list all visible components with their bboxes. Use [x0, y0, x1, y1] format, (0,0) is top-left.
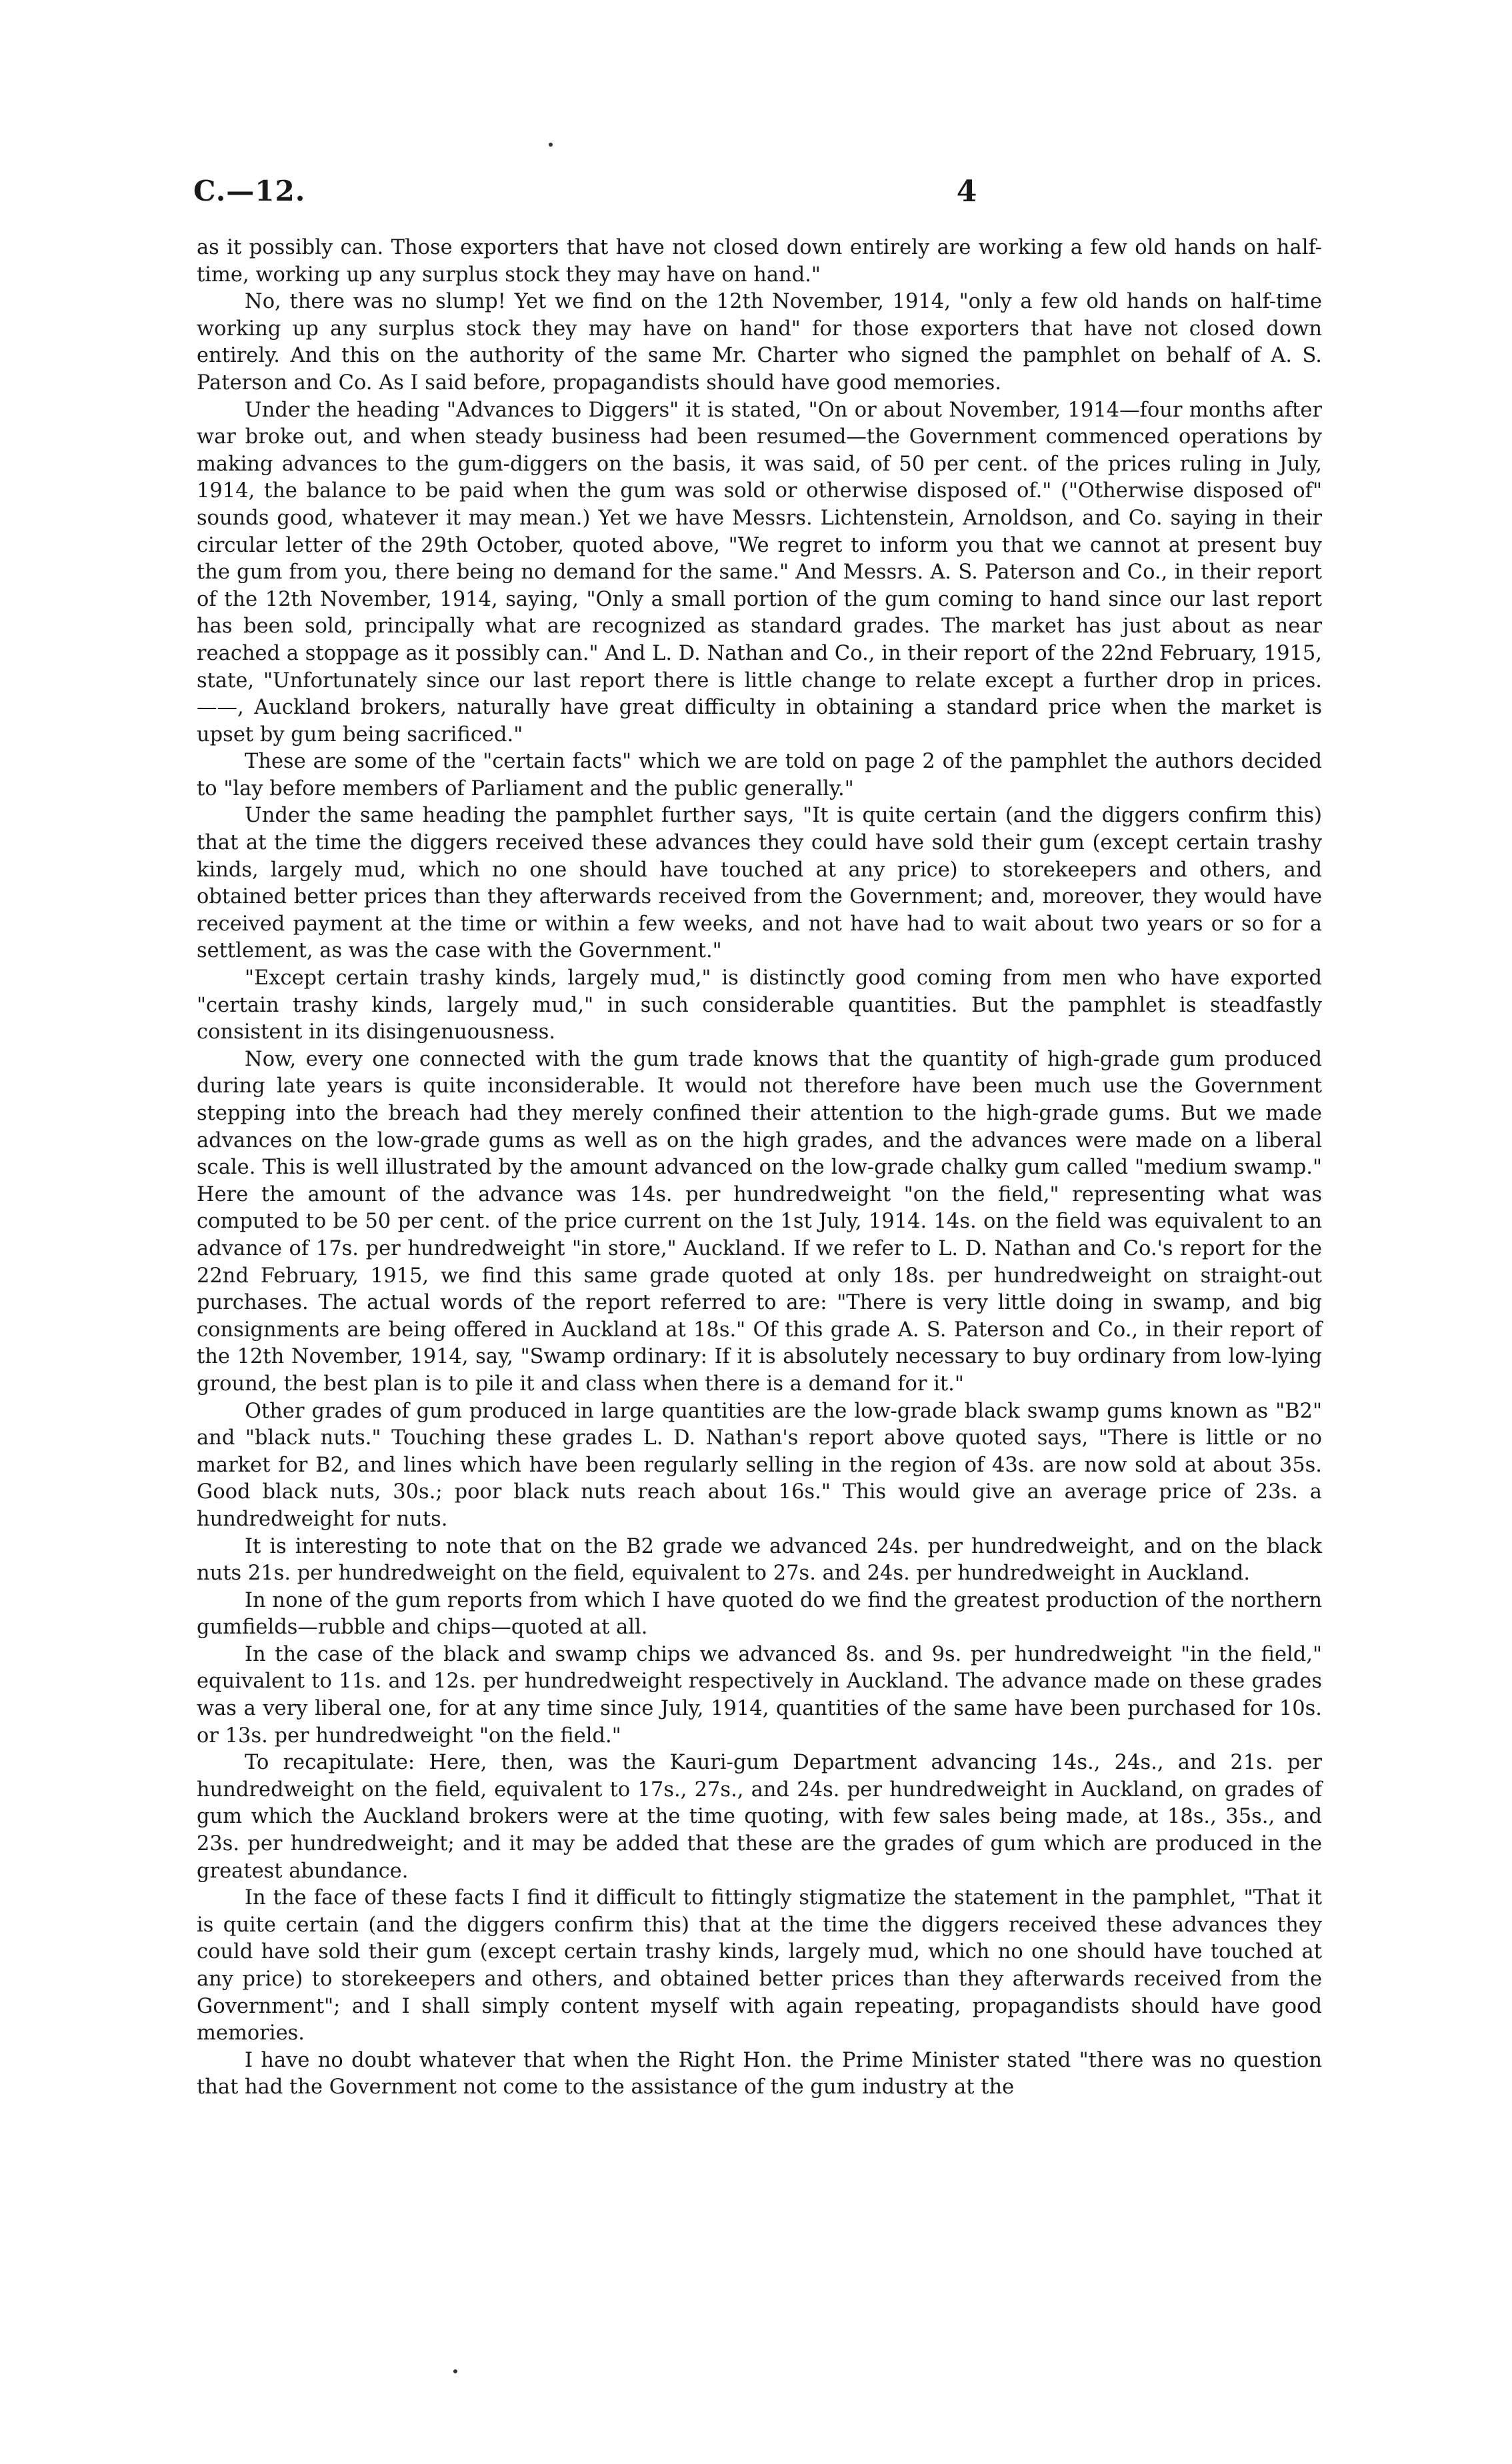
paragraph: Under the heading "Advances to Diggers" it is stated, "On or about November, 1914—four months after war broke out, and when steady business had been resumed—the Government commenced operations by making advances to the gum-diggers on the basis, it was said, of 50 per cent. of the prices ruling in July, 1914, the balance to be paid when the gum was sold or otherwise disposed of." ("Otherwise disposed of" sounds good, whatever it may mean.) Yet we have Messrs. Lichtenstein, Arnoldson, and Co. saying in their circular letter of the 29th October, quoted above, "We regret to inform you that we cannot at present buy the gum from you, there being no demand for the same." And Messrs. A. S. Paterson and Co., in their report of the 12th November, 1914, saying, "Only a small portion of the gum coming to hand since our last report has been sold, principally what are recognized as standard grades. The market has just about as near reached a stoppage as it possibly can." And L. D. Nathan and Co., in their report of the 22nd February, 1915, state, "Unfortunately since our last report there is little change to relate except a further drop in prices. ——, Auckland brokers, naturally have great difficulty in obtaining a standard price when the market is upset by gum being sacrificed." [197, 398, 1322, 746]
paragraph: I have no doubt whatever that when the Right Hon. the Prime Minister stated "there was no question that had the Government not come to the assistance of the gum industry at the [197, 2048, 1322, 2099]
page-number: 4 [956, 175, 977, 209]
paragraph: Other grades of gum produced in large quantities are the low-grade black swamp gums known as "B2" and "black nuts." Touching these grades L. D. Nathan's report above quoted says, "There is little or no market for B2, and lines which have been regularly selling in the region of 43s. are now sold at about 35s. Good black nuts, 30s.; poor black nuts reach about 16s." This would give an average price of 23s. a hundredweight for nuts. [197, 1399, 1322, 1531]
page-reference: C.—12. [193, 175, 306, 207]
paragraph: These are some of the "certain facts" which we are told on page 2 of the pamphlet the authors decided to "lay before members of Parliament and the public generally." [197, 750, 1322, 800]
paragraph: In the face of these facts I find it difficult to fittingly stigmatize the statement in the pamphlet, "That it is quite certain (and the diggers confirm this) that at the time the diggers received these advances they could have sold their gum (except certain trashy kinds, largely mud, which no one should have touched at any price) to storekeepers and others, and obtained better prices than they afterwards received from the Government"; and I shall simply content myself with again repeating, propagandists should have good memories. [197, 1886, 1322, 2045]
scan-speck [549, 143, 553, 147]
paragraph: To recapitulate: Here, then, was the Kauri-gum Department advancing 14s., 24s., and 21s. per hundredweight on the field, equivalent to 17s., 27s., and 24s. per hundredweight in Auckland, on grades of gum which the Auckland brokers were at the time quoting, with few sales being made, at 18s., 35s., and 23s. per hundredweight; and it may be added that these are the grades of gum which are produced in the greatest abundance. [197, 1751, 1322, 1883]
paragraph: In the case of the black and swamp chips we advanced 8s. and 9s. per hundredweight "in the field," equivalent to 11s. and 12s. per hundredweight respectively in Auckland. The advance made on these grades was a very liberal one, for at any time since July, 1914, quantities of the same have been purchased for 10s. or 13s. per hundredweight "on the field." [197, 1642, 1322, 1748]
paragraph: Under the same heading the pamphlet further says, "It is quite certain (and the diggers confirm this) that at the time the diggers received these advances they could have sold their gum (except certain trashy kinds, largely mud, which no one should have touched at any price) to storekeepers and others, and obtained better prices than they afterwards received from the Government; and, moreover, they would have received payment at the time or within a few weeks, and not have had to wait about two years or so for a settlement, as was the case with the Government." [197, 804, 1322, 963]
scan-speck [453, 2369, 457, 2373]
paragraph: In none of the gum reports from which I have quoted do we find the greatest production of the northern gumfields—rubble and chips—quoted at all. [197, 1588, 1322, 1640]
paragraph: as it possibly can. Those exporters that have not closed down entirely are working a few old hands on half-time, working up any surplus stock they may have on hand." [197, 236, 1322, 287]
paragraph: "Except certain trashy kinds, largely mud," is distinctly good coming from men who have exported "certain trashy kinds, largely mud," in such considerable quantities. But the pamphlet is steadfastly consistent in its disingenuousness. [197, 966, 1322, 1044]
paragraph: It is interesting to note that on the B2 grade we advanced 24s. per hundredweight, and on the black nuts 21s. per hundredweight on the field, equivalent to 27s. and 24s. per hundredweight in Auckland. [197, 1534, 1322, 1586]
paragraph: Now, every one connected with the gum trade knows that the quantity of high-grade gum produced during late years is quite inconsiderable. It would not therefore have been much use the Government stepping into the breach had they merely confined their attention to the high-grade gums. But we made advances on the low-grade gums as well as on the high grades, and the advances were made on a liberal scale. This is well illustrated by the amount advanced on the low-grade chalky gum called "medium swamp." Here the amount of the advance was 14s. per hundredweight "on the field," representing what was computed to be 50 per cent. of the price current on the 1st July, 1914. 14s. on the field was equivalent to an advance of 17s. per hundredweight "in store," Auckland. If we refer to L. D. Nathan and Co.'s report for the 22nd February, 1915, we find this same grade quoted at only 18s. per hundredweight on straight-out purchases. The actual words of the report referred to are: "There is very little doing in swamp, and big consignments are being offered in Auckland at 18s." Of this grade A. S. Paterson and Co., in their report of the 12th November, 1914, say, "Swamp ordinary: If it is absolutely necessary to buy ordinary from low-lying ground, the best plan is to pile it and class when there is a demand for it." [197, 1047, 1322, 1396]
page-header [193, 175, 1319, 215]
body-text [197, 235, 1322, 2101]
paragraph: No, there was no slump! Yet we find on the 12th November, 1914, "only a few old hands on half-time working up any surplus stock they may have on hand" for those exporters that have not closed down entirely. And this on the authority of the same Mr. Charter who signed the pamphlet on behalf of A. S. Paterson and Co. As I said before, propagandists should have good memories. [197, 290, 1322, 395]
